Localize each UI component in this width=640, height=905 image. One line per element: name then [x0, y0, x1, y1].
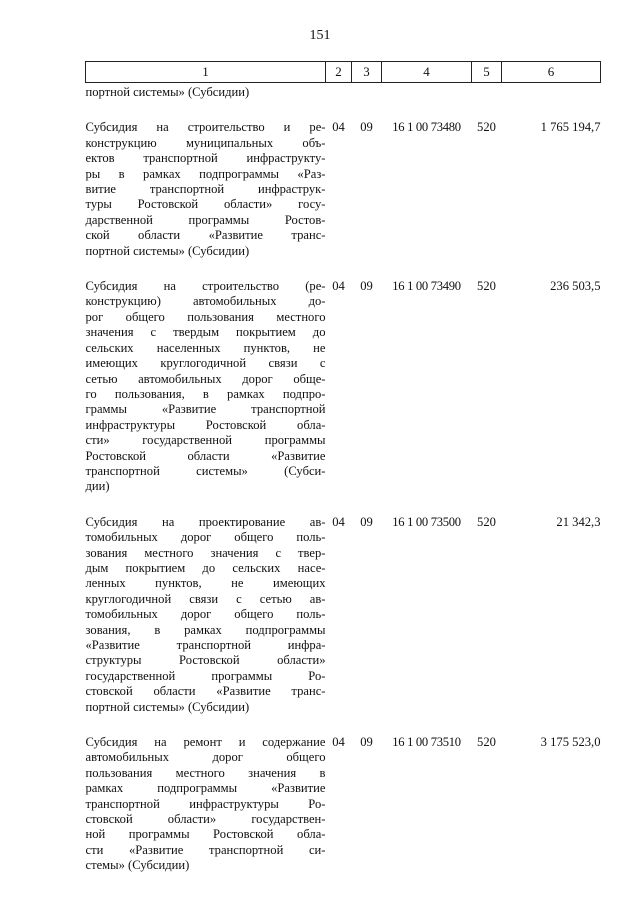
row-subsection: 09: [360, 514, 373, 529]
row-section: 04: [332, 279, 345, 294]
text-line: ской области «Развитие транс-: [85, 228, 326, 243]
table-header-row: [86, 62, 601, 83]
row-target-code: 16 1 00 73510: [392, 735, 461, 750]
row-name: [86, 495, 326, 715]
text-line: Субсидия на ремонт и содержание: [85, 735, 326, 750]
text-line: дым покрытием до сельских насе-: [85, 560, 326, 575]
text-line: портной системы» (Субсидии): [85, 85, 250, 99]
text-line: граммы «Развитие транспортной: [85, 402, 326, 417]
row-expense-type: 520: [477, 120, 496, 135]
row-expense-type: 520: [477, 279, 496, 294]
text-line: ленных пунктов, не имеющих: [85, 576, 326, 591]
text-line: зования местного значения с твер-: [85, 545, 326, 560]
text-line: рог общего пользования местного: [85, 309, 326, 324]
text-line: сти» государственной программы: [85, 433, 326, 448]
header-col-2: 2: [326, 62, 352, 83]
text-line: инфраструктуры Ростовской обла-: [85, 417, 326, 432]
text-line: томобильных дорог общего поль-: [85, 607, 326, 622]
row-target-code: 16 1 00 73500: [392, 514, 461, 529]
row-name: [86, 100, 326, 259]
row-section: 04: [332, 514, 345, 529]
row-subsection: 09: [360, 735, 373, 750]
row-name: [86, 715, 326, 874]
row-target-code: 16 1 00 73480: [392, 120, 461, 135]
row-expense-type: 520: [477, 514, 496, 529]
row-name: [86, 259, 326, 495]
text-line: сельских населенных пунктов, не: [85, 340, 326, 355]
row-target-code: 16 1 00 73490: [392, 279, 461, 294]
text-line: круглогодичной связи с сетью ав-: [85, 591, 326, 606]
row-amount: 1 765 194,7: [540, 120, 601, 135]
text-line: транспортной системы» (Субси-: [85, 463, 326, 478]
text-line: сетью автомобильных дорог обще-: [85, 371, 326, 386]
text-line: Субсидия на проектирование ав-: [85, 514, 326, 529]
text-line: конструкцию) автомобильных до-: [85, 294, 326, 309]
row-amount: 3 175 523,0: [540, 735, 601, 750]
row-section: 04: [332, 120, 345, 135]
budget-table: [85, 61, 601, 874]
header-col-6: 6: [502, 62, 601, 83]
text-line: ной программы Ростовской обла-: [85, 827, 326, 842]
text-line: Ростовской области «Развитие: [85, 448, 326, 463]
header-col-4: 4: [382, 62, 472, 83]
text-line: транспортной инфраструктуры Ро-: [85, 796, 326, 811]
text-line: сти «Развитие транспортной си-: [85, 842, 326, 857]
text-line: портной системы» (Субсидии): [85, 699, 250, 714]
table-row: [86, 715, 601, 874]
row-amount: 21 342,3: [556, 514, 601, 529]
text-line: Субсидия на строительство (ре-: [85, 279, 326, 294]
text-line: структуры Ростовской области»: [85, 653, 326, 668]
text-line: стовской области «Развитие транс-: [85, 684, 326, 699]
text-line: ектов транспортной инфраструкту-: [85, 151, 326, 166]
text-line: «Развитие транспортной инфра-: [85, 638, 326, 652]
text-line: зования, в рамках подпрограммы: [85, 622, 326, 637]
table-row: [86, 259, 601, 495]
table-row: [86, 495, 601, 715]
text-line: государственной программы Ро-: [85, 668, 326, 683]
text-line: го пользования, в рамках подпро-: [85, 386, 326, 401]
text-line: автомобильных дорог общего: [85, 750, 326, 765]
text-line: томобильных дорог общего поль-: [85, 530, 326, 545]
header-col-5: 5: [472, 62, 502, 83]
page-number: 151: [309, 28, 331, 43]
row-amount: 236 503,5: [550, 279, 601, 294]
row-expense-type: 520: [477, 735, 496, 750]
text-line: имеющих круглогодичной связи с: [85, 356, 326, 371]
text-line: дарственной программы Ростов-: [85, 212, 326, 227]
text-line: туры Ростовской области» госу-: [85, 197, 326, 212]
text-line: пользования местного значения в: [85, 765, 326, 780]
text-line: значения с твердым покрытием до: [85, 325, 326, 340]
text-line: конструкцию муниципальных объ-: [85, 135, 326, 150]
row-subsection: 09: [360, 279, 373, 294]
text-line: ры в рамках подпрограммы «Раз-: [85, 166, 326, 181]
header-col-1: 1: [86, 62, 326, 83]
text-line: витие транспортной инфраструк-: [85, 182, 326, 197]
text-line: стовской области» государствен-: [85, 812, 326, 827]
continuation-row: [86, 83, 601, 101]
text-line: стемы» (Субсидии): [85, 858, 190, 873]
header-col-3: 3: [352, 62, 382, 83]
text-line: портной системы» (Субсидии): [85, 243, 250, 258]
row-subsection: 09: [360, 120, 373, 135]
continuation-text: [86, 83, 326, 101]
text-line: рамках подпрограммы «Развитие: [85, 781, 326, 796]
text-line: Субсидия на строительство и ре-: [85, 120, 326, 135]
table-row: [86, 100, 601, 259]
row-section: 04: [332, 735, 345, 750]
text-line: дии): [85, 479, 110, 494]
